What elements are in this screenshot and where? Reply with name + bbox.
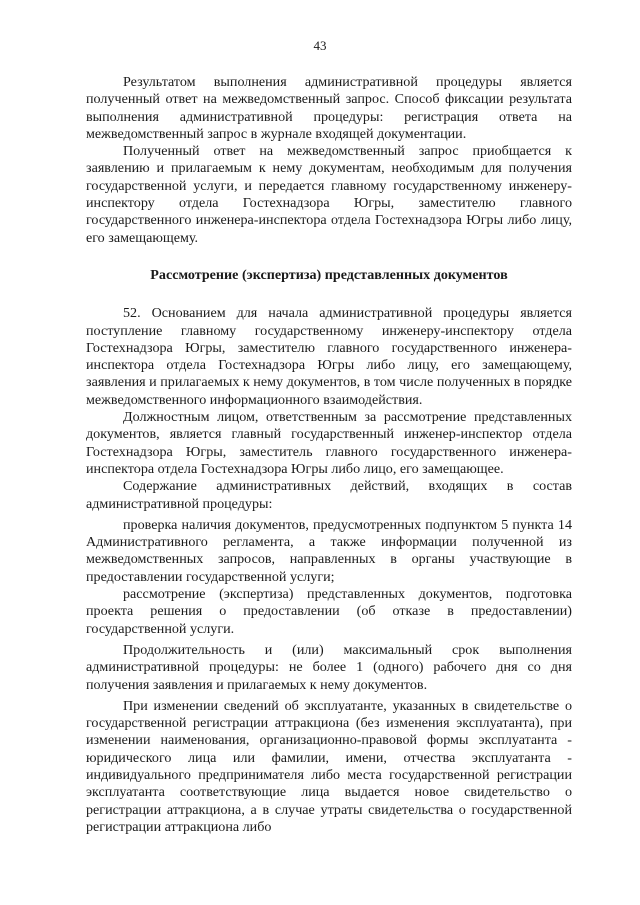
- section-heading: Рассмотрение (экспертиза) представленных документов: [150, 266, 508, 283]
- paragraph-result: Результатом выполнения административной процедуры является полученный ответ на межведомственный запрос. Способ фиксации результата выполнения административной процедуры: регистрация ответа на межведомственный запрос в журнале входящей документации.: [86, 74, 572, 142]
- paragraph-response-attached: Полученный ответ на межведомственный запрос приобщается к заявлению и прилагаемым к нему документам, необходимым для получения государственной услуги, и передается главному государственному инженеру-инспектору отдела Гостехнадзора Югры, заместителю главного государственного инженера-инспектора отдела Гостехнадзора Югры либо лицу, его замещающему.: [86, 143, 572, 246]
- paragraph-document-check: проверка наличия документов, предусмотренных подпунктом 5 пункта 14 Административного регламента, а также информации полученной из межведомственных запросов, направленных в органы участвующие в предоставлении государственной услуги;: [86, 516, 572, 585]
- paragraph-duration: Продолжительность и (или) максимальный срок выполнения административной процедуры: не более 1 (одного) рабочего дня со дня получения заявления и прилагаемых к нему документов.: [86, 641, 572, 693]
- document-body: [86, 74, 572, 836]
- paragraph-responsible-official: Должностным лицом, ответственным за рассмотрение представленных документов, является главный государственный инженер-инспектор отдела Гостехнадзора Югры, заместитель главного государственного инженера-инспектора отдела Гостехнадзора Югры либо лицо, его замещающее.: [86, 409, 572, 477]
- page-number: 43: [313, 38, 327, 53]
- paragraph-52-basis: 52. Основанием для начала административной процедуры является поступление главному государственному инженеру-инспектору отдела Гостехнадзора Югры, заместителю главного государственного инженера-инспектора отдела Гостехнадзора Югры либо лицу, его замещающему, заявления и прилагаемых к нему документов, в том числе полученных в порядке межведомственного информационного взаимодействия.: [86, 305, 572, 408]
- paragraph-actions-content: Содержание административных действий, входящих в состав административной процедуры:: [86, 478, 572, 512]
- paragraph-operator-changes: При изменении сведений об эксплуатанте, указанных в свидетельстве о государственной регистрации аттракциона (без изменения эксплуатанта), при изменении наименования, организационно-правовой формы эксплуатанта - юридического лица или фамилии, имени, отчества эксплуатанта - индивидуального предпринимателя либо места государственной регистрации эксплуатанта соответствующие лица выдается новое свидетельство о регистрации аттракциона, а в случае утраты свидетельства о государственной регистрации аттракциона либо: [86, 697, 572, 835]
- paragraph-document-review: рассмотрение (экспертиза) представленных документов, подготовка проекта решения о предоставлении (об отказе в предоставлении) государственной услуги.: [86, 586, 572, 637]
